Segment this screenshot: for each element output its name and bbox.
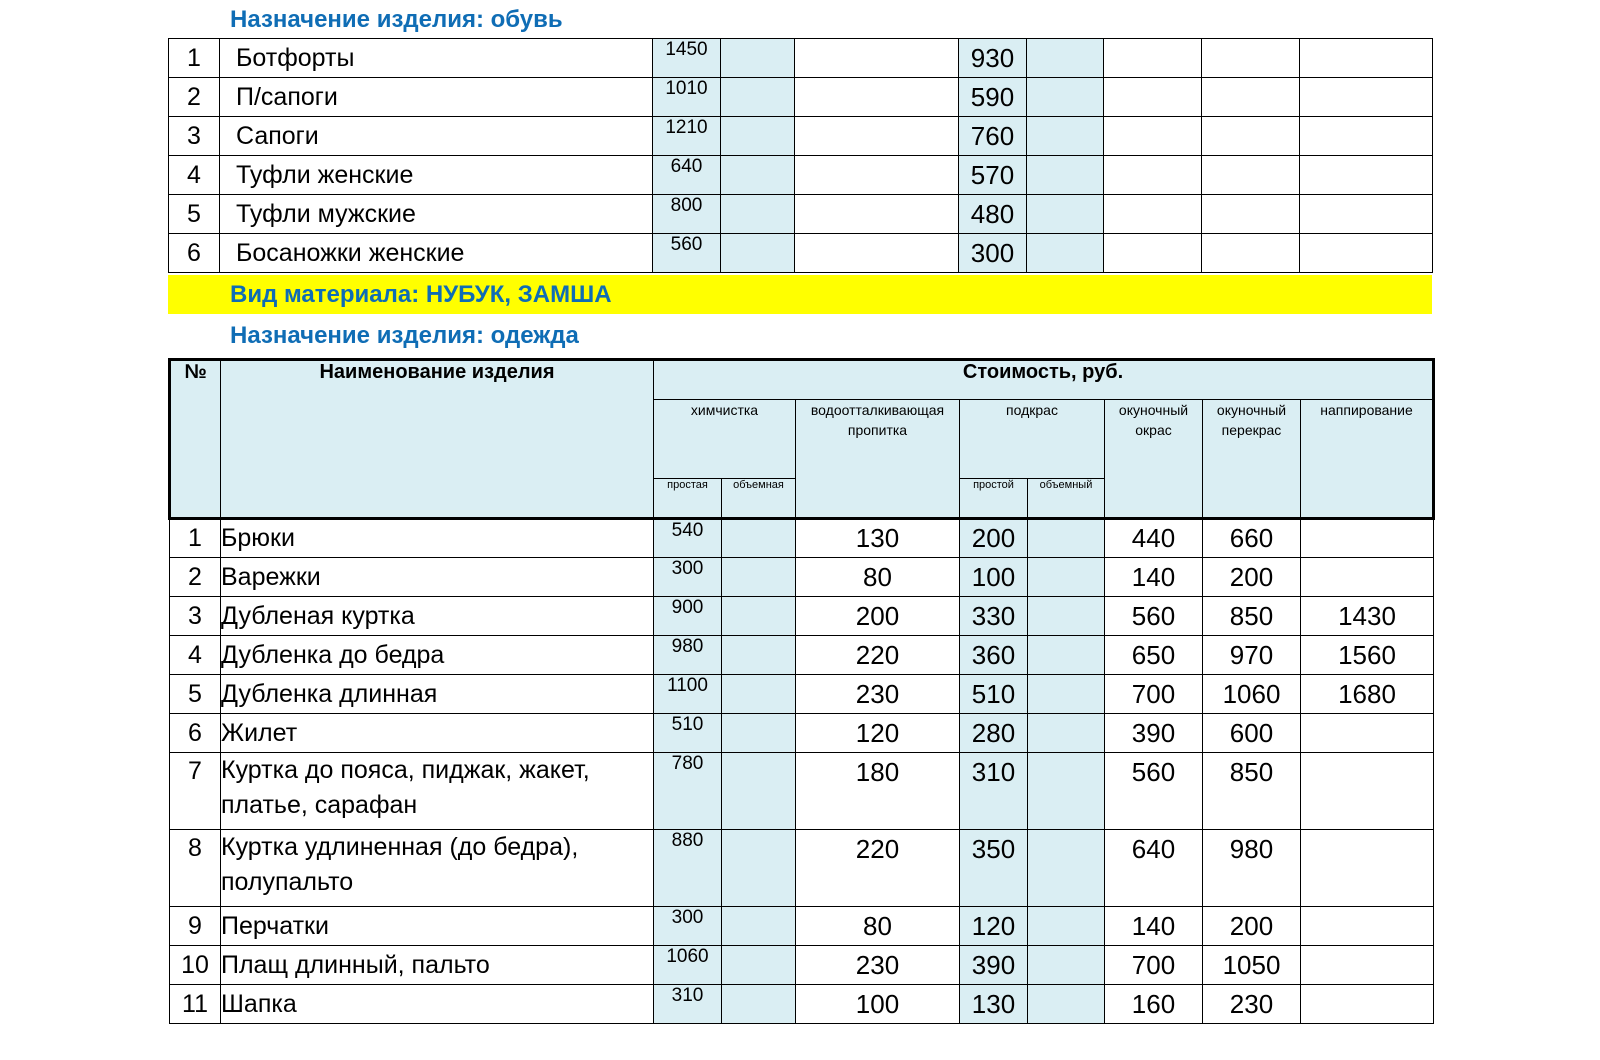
row-number: 10 [170, 946, 221, 985]
table-row [169, 234, 1433, 273]
water-repellent-price: 230 [796, 946, 960, 985]
podkras-volume-price [1028, 636, 1105, 675]
dry-cleaning-volume-price [722, 830, 796, 907]
water-repellent-price [795, 156, 959, 195]
item-name: Перчатки [221, 907, 654, 946]
water-repellent-price [795, 39, 959, 78]
nappirovanie-price [1300, 195, 1433, 234]
material-banner: Вид материала: НУБУК, ЗАМША [168, 275, 1432, 314]
item-name: Туфли мужские [220, 195, 653, 234]
okun-okras-price: 560 [1105, 597, 1203, 636]
table-row [170, 830, 1434, 907]
item-name: Дубленка длинная [221, 675, 654, 714]
nappirovanie-price [1300, 156, 1433, 195]
row-number: 11 [170, 985, 221, 1024]
table-row [170, 558, 1434, 597]
item-name: Жилет [221, 714, 654, 753]
dry-cleaning-simple-price: 300 [654, 558, 722, 597]
dry-cleaning-simple-price: 880 [654, 830, 722, 907]
table-row [170, 636, 1434, 675]
dry-cleaning-simple-price: 560 [653, 234, 721, 273]
okun-okras-price: 700 [1105, 946, 1203, 985]
clothes-section-title: Назначение изделия: одежда [230, 322, 579, 349]
item-name: Ботфорты [220, 39, 653, 78]
dry-cleaning-simple-price: 300 [654, 907, 722, 946]
podkras-simple-price: 130 [960, 985, 1028, 1024]
item-name: Дубленка до бедра [221, 636, 654, 675]
okun-okras-price: 700 [1105, 675, 1203, 714]
water-repellent-price: 100 [796, 985, 960, 1024]
water-repellent-price [795, 195, 959, 234]
dry-cleaning-simple-price: 1100 [654, 675, 722, 714]
nappirovanie-price: 1560 [1301, 636, 1434, 675]
header-item-name: Наименование изделия [221, 360, 654, 519]
shoes-price-table [168, 38, 1433, 273]
nappirovanie-price: 1430 [1301, 597, 1434, 636]
item-name: Куртка удлиненная (до бедра), полупальто [221, 830, 654, 907]
item-name: Плащ длинный, пальто [221, 946, 654, 985]
podkras-simple-price: 330 [960, 597, 1028, 636]
podkras-volume-price [1028, 558, 1105, 597]
header-podkras-volume: объемный [1028, 479, 1105, 519]
nappirovanie-price [1300, 39, 1433, 78]
okun-perekras-price: 850 [1203, 753, 1301, 830]
dry-cleaning-volume-price [721, 195, 795, 234]
item-name: Туфли женские [220, 156, 653, 195]
podkras-simple-price: 310 [960, 753, 1028, 830]
okun-okras-price: 650 [1105, 636, 1203, 675]
water-repellent-price [795, 234, 959, 273]
table-row [169, 117, 1433, 156]
dry-cleaning-volume-price [722, 946, 796, 985]
shoes-section-title: Назначение изделия: обувь [230, 6, 563, 33]
podkras-volume-price [1028, 907, 1105, 946]
water-repellent-price: 130 [796, 519, 960, 558]
header-water-repellent: водоотталкивающая пропитка [796, 400, 960, 519]
item-name: Брюки [221, 519, 654, 558]
dry-cleaning-simple-price: 1210 [653, 117, 721, 156]
table-row [170, 714, 1434, 753]
row-number: 9 [170, 907, 221, 946]
water-repellent-price: 80 [796, 558, 960, 597]
nappirovanie-price [1300, 234, 1433, 273]
nappirovanie-price [1301, 519, 1434, 558]
item-name: Шапка [221, 985, 654, 1024]
okun-perekras-price: 200 [1203, 907, 1301, 946]
podkras-volume-price [1027, 234, 1104, 273]
nappirovanie-price [1301, 753, 1434, 830]
okun-perekras-price [1202, 234, 1300, 273]
water-repellent-price: 120 [796, 714, 960, 753]
water-repellent-price: 220 [796, 636, 960, 675]
row-number: 1 [170, 519, 221, 558]
dry-cleaning-volume-price [722, 985, 796, 1024]
okun-okras-price: 440 [1105, 519, 1203, 558]
okun-perekras-price: 200 [1203, 558, 1301, 597]
okun-okras-price [1104, 156, 1202, 195]
podkras-volume-price [1028, 675, 1105, 714]
okun-perekras-price [1202, 195, 1300, 234]
podkras-simple-price: 100 [960, 558, 1028, 597]
dry-cleaning-volume-price [722, 558, 796, 597]
dry-cleaning-volume-price [722, 675, 796, 714]
okun-okras-price [1104, 39, 1202, 78]
podkras-volume-price [1028, 597, 1105, 636]
item-name: Варежки [221, 558, 654, 597]
row-number: 6 [170, 714, 221, 753]
podkras-simple-price: 480 [959, 195, 1027, 234]
row-number: 8 [170, 830, 221, 907]
row-number: 2 [170, 558, 221, 597]
nappirovanie-price [1301, 985, 1434, 1024]
table-row [169, 156, 1433, 195]
okun-perekras-price: 1050 [1203, 946, 1301, 985]
table-row [170, 907, 1434, 946]
header-dry-volume: объемная [722, 479, 796, 519]
okun-okras-price: 390 [1105, 714, 1203, 753]
dry-cleaning-volume-price [722, 753, 796, 830]
nappirovanie-price [1301, 946, 1434, 985]
podkras-simple-price: 570 [959, 156, 1027, 195]
item-name: Сапоги [220, 117, 653, 156]
podkras-simple-price: 200 [960, 519, 1028, 558]
podkras-simple-price: 360 [960, 636, 1028, 675]
header-num: № [170, 360, 221, 519]
okun-okras-price: 640 [1105, 830, 1203, 907]
podkras-volume-price [1028, 985, 1105, 1024]
nappirovanie-price [1301, 830, 1434, 907]
dry-cleaning-simple-price: 980 [654, 636, 722, 675]
podkras-simple-price: 280 [960, 714, 1028, 753]
nappirovanie-price [1301, 558, 1434, 597]
table-row [169, 39, 1433, 78]
dry-cleaning-simple-price: 540 [654, 519, 722, 558]
clothes-price-table [168, 358, 1435, 1024]
dry-cleaning-volume-price [721, 117, 795, 156]
row-number: 5 [169, 195, 220, 234]
dry-cleaning-simple-price: 510 [654, 714, 722, 753]
water-repellent-price: 80 [796, 907, 960, 946]
podkras-simple-price: 300 [959, 234, 1027, 273]
podkras-volume-price [1028, 519, 1105, 558]
dry-cleaning-simple-price: 640 [653, 156, 721, 195]
podkras-volume-price [1027, 156, 1104, 195]
row-number: 6 [169, 234, 220, 273]
water-repellent-price: 220 [796, 830, 960, 907]
header-dry-simple: простая [654, 479, 722, 519]
nappirovanie-price: 1680 [1301, 675, 1434, 714]
nappirovanie-price [1301, 907, 1434, 946]
podkras-simple-price: 590 [959, 78, 1027, 117]
row-number: 1 [169, 39, 220, 78]
nappirovanie-price [1301, 714, 1434, 753]
okun-perekras-price: 1060 [1203, 675, 1301, 714]
podkras-simple-price: 390 [960, 946, 1028, 985]
row-number: 3 [169, 117, 220, 156]
dry-cleaning-simple-price: 1450 [653, 39, 721, 78]
table-row [170, 519, 1434, 558]
water-repellent-price [795, 117, 959, 156]
table-row [170, 675, 1434, 714]
podkras-simple-price: 930 [959, 39, 1027, 78]
dry-cleaning-volume-price [721, 39, 795, 78]
row-number: 2 [169, 78, 220, 117]
water-repellent-price: 200 [796, 597, 960, 636]
okun-perekras-price [1202, 156, 1300, 195]
okun-perekras-price [1202, 117, 1300, 156]
okun-perekras-price: 600 [1203, 714, 1301, 753]
header-podkras-simple: простой [960, 479, 1028, 519]
dry-cleaning-volume-price [721, 234, 795, 273]
okun-perekras-price: 850 [1203, 597, 1301, 636]
water-repellent-price: 180 [796, 753, 960, 830]
okun-perekras-price: 230 [1203, 985, 1301, 1024]
table-row [170, 753, 1434, 830]
item-name: Босаножки женские [220, 234, 653, 273]
item-name: Дубленая куртка [221, 597, 654, 636]
dry-cleaning-simple-price: 900 [654, 597, 722, 636]
podkras-simple-price: 350 [960, 830, 1028, 907]
dry-cleaning-volume-price [722, 714, 796, 753]
podkras-simple-price: 510 [960, 675, 1028, 714]
row-number: 5 [170, 675, 221, 714]
okun-perekras-price [1202, 39, 1300, 78]
header-okun-okras: окуночный окрас [1105, 400, 1203, 519]
item-name: П/сапоги [220, 78, 653, 117]
dry-cleaning-volume-price [722, 907, 796, 946]
header-okun-perekras: окуночный перекрас [1203, 400, 1301, 519]
row-number: 3 [170, 597, 221, 636]
podkras-volume-price [1028, 830, 1105, 907]
header-dry-cleaning: химчистка [654, 400, 796, 479]
dry-cleaning-volume-price [722, 519, 796, 558]
podkras-volume-price [1027, 117, 1104, 156]
dry-cleaning-simple-price: 800 [653, 195, 721, 234]
okun-okras-price: 160 [1105, 985, 1203, 1024]
header-cost: Стоимость, руб. [654, 360, 1434, 400]
table-row [170, 597, 1434, 636]
okun-okras-price [1104, 117, 1202, 156]
water-repellent-price [795, 78, 959, 117]
okun-okras-price [1104, 234, 1202, 273]
dry-cleaning-simple-price: 1010 [653, 78, 721, 117]
table-row [169, 195, 1433, 234]
dry-cleaning-volume-price [721, 156, 795, 195]
okun-perekras-price [1202, 78, 1300, 117]
table-row [170, 946, 1434, 985]
podkras-simple-price: 760 [959, 117, 1027, 156]
podkras-volume-price [1028, 714, 1105, 753]
table-row [170, 985, 1434, 1024]
dry-cleaning-volume-price [721, 78, 795, 117]
okun-okras-price: 140 [1105, 907, 1203, 946]
dry-cleaning-volume-price [722, 597, 796, 636]
podkras-volume-price [1027, 195, 1104, 234]
nappirovanie-price [1300, 117, 1433, 156]
dry-cleaning-simple-price: 780 [654, 753, 722, 830]
podkras-volume-price [1028, 753, 1105, 830]
table-row [169, 78, 1433, 117]
podkras-volume-price [1027, 39, 1104, 78]
nappirovanie-price [1300, 78, 1433, 117]
item-name: Куртка до пояса, пиджак, жакет, платье, сарафан [221, 753, 654, 830]
okun-okras-price: 560 [1105, 753, 1203, 830]
okun-okras-price: 140 [1105, 558, 1203, 597]
podkras-simple-price: 120 [960, 907, 1028, 946]
header-podkras: подкрас [960, 400, 1105, 479]
okun-okras-price [1104, 78, 1202, 117]
okun-perekras-price: 980 [1203, 830, 1301, 907]
dry-cleaning-simple-price: 1060 [654, 946, 722, 985]
row-number: 4 [170, 636, 221, 675]
dry-cleaning-simple-price: 310 [654, 985, 722, 1024]
okun-perekras-price: 660 [1203, 519, 1301, 558]
row-number: 7 [170, 753, 221, 830]
okun-perekras-price: 970 [1203, 636, 1301, 675]
dry-cleaning-volume-price [722, 636, 796, 675]
header-nappirovanie: наппирование [1301, 400, 1434, 519]
podkras-volume-price [1028, 946, 1105, 985]
row-number: 4 [169, 156, 220, 195]
podkras-volume-price [1027, 78, 1104, 117]
okun-okras-price [1104, 195, 1202, 234]
water-repellent-price: 230 [796, 675, 960, 714]
